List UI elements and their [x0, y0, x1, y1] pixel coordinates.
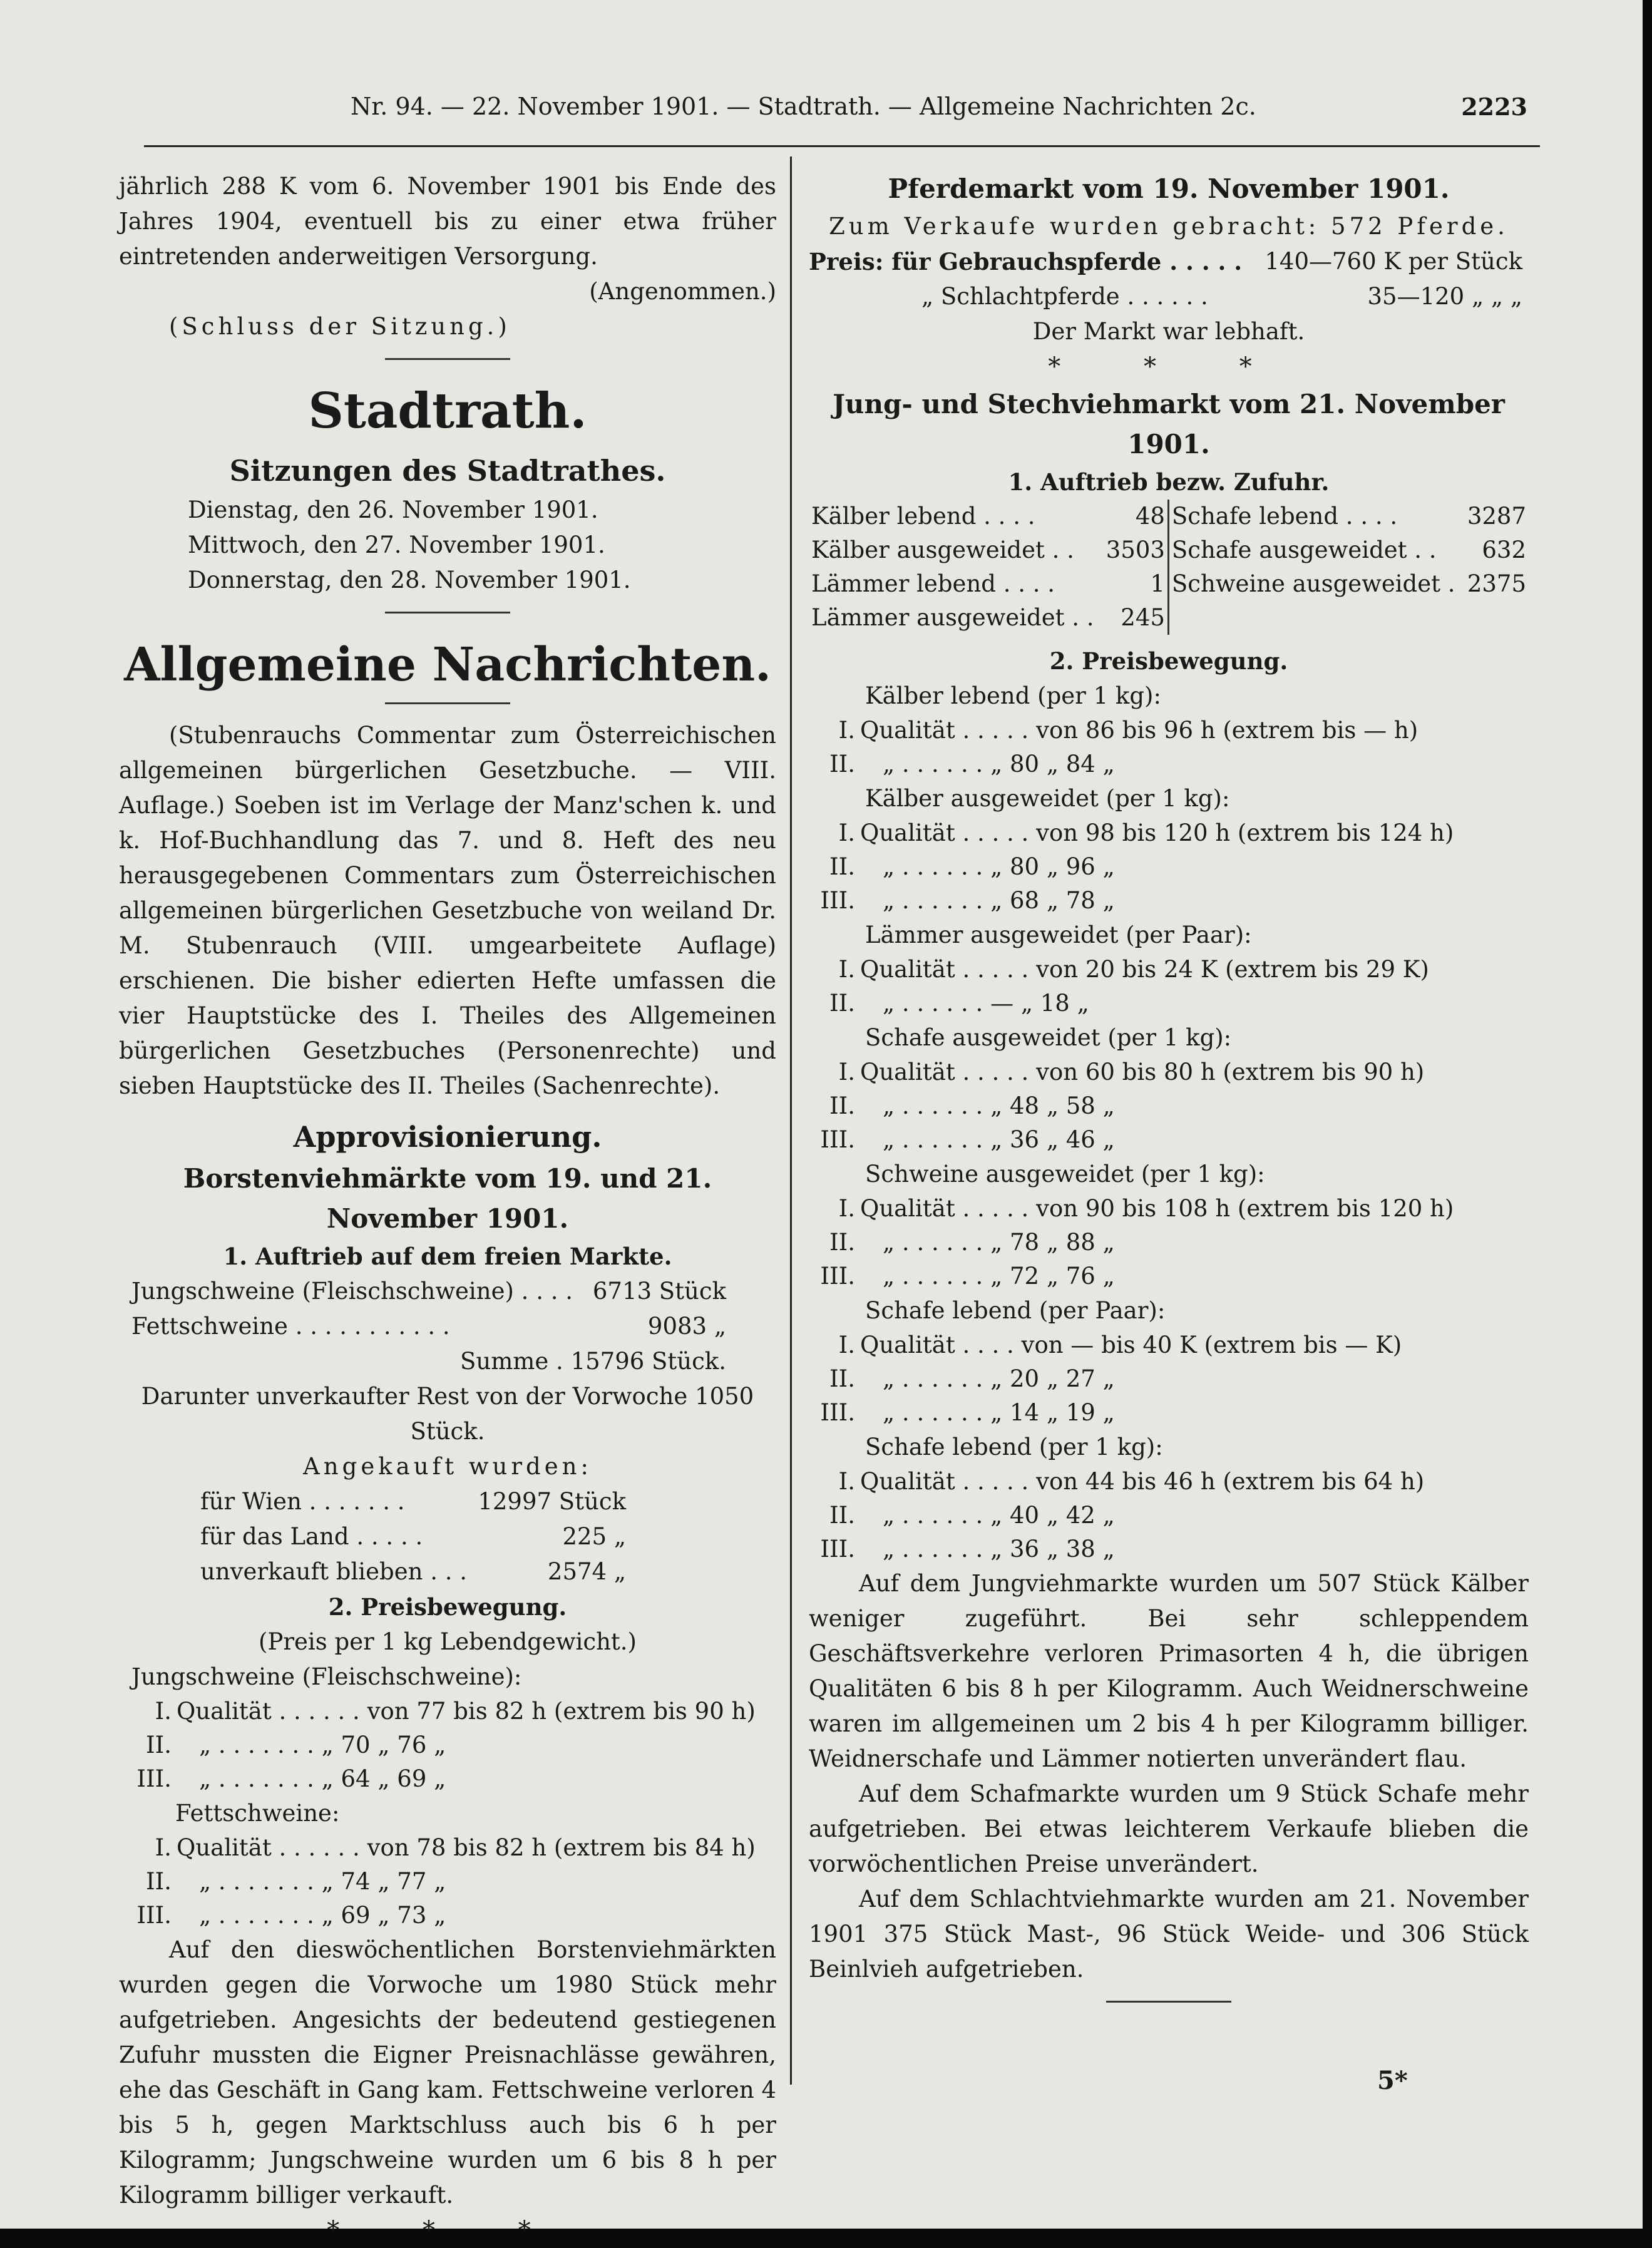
table-row: II. „ . . . . . . „ 48 „ 58 „ [829, 1092, 1115, 1119]
date-line: Mittwoch, den 27. November 1901. [188, 531, 605, 558]
jungschweine-label: Jungschweine (Fleischschweine): [131, 1663, 522, 1690]
divider [385, 612, 510, 613]
angekauft-list [119, 1484, 776, 1589]
stars-divider: * * * [327, 2216, 568, 2245]
table-row: III. „ . . . . . . „ 68 „ 78 „ [820, 887, 1115, 914]
schafmarkt-paragraph: Auf dem Schafmarkte wurden um 9 Stück Schafe mehr aufgetrieben. Bei etwas leichterem Verkaufe blieben die vorwöchentlichen Preise unverändert. [809, 1780, 1529, 1877]
jungschweine-table [119, 1695, 758, 1796]
table-row: II. „ . . . . . . „ 80 „ 96 „ [829, 853, 1115, 880]
table-row: I. Qualität . . . . . . von 78 bis 82 h (extrem bis 84 h) [155, 1834, 756, 1861]
fettschweine-label: Fettschweine: [175, 1800, 340, 1827]
table-row: II. „ . . . . . . „ 80 „ 84 „ [829, 751, 1115, 778]
table-row: III. „ . . . . . . „ 72 „ 76 „ [820, 1263, 1115, 1290]
darunter-line: Darunter unverkaufter Rest von der Vorwoche 1050 Stück. [141, 1383, 754, 1445]
table-row: I. Qualität . . . . . von 60 bis 80 h (extrem bis 90 h) [838, 1059, 1425, 1086]
price-group-table [809, 1055, 1427, 1157]
list-item: für das Land . . . . . 225 „ [200, 1523, 626, 1550]
session-close: (Schluss der Sitzung.) [169, 313, 511, 340]
allgemeine-paragraph: (Stubenrauchs Commentar zum Österreichischen allgemeinen bürgerlichen Gesetzbuche. — VIII. Auflage.) Soeben ist im Verlage der Manz'schen k. und k. Hof-Buchhandlung das 7. und 8. Heft des neu herausgegebenen Commentars zum Österreichischen allgemeinen bürgerlichen Gesetzbuche von weiland Dr. M. Stubenrauch (VIII. umgearbeitete Auflage) erschienen. Die bisher edierten Hefte umfassen die vier Hauptstücke des I. Theiles des Allgemeinen bürgerlichen Gesetzbuches (Personenrechte) und sieben Hauptstücke des II. Theiles (Sachenrechte). [119, 722, 776, 1099]
header-rule [144, 145, 1540, 147]
session-dates [119, 493, 776, 598]
price-group-label: Schafe ausgeweidet (per 1 kg): [865, 1024, 1232, 1051]
approvisionierung-title: Approvisionierung. [293, 1120, 602, 1154]
divider [385, 702, 510, 704]
table-row: Lämmer lebend . . . . 1 Schweine ausgeweidet . 2375 [809, 567, 1529, 601]
borstenvieh-paragraph: Auf den dieswöchentlichen Borstenviehmärkten wurden gegen die Vorwoche um 1980 Stück mehr aufgetrieben. Angesichts der bedeutend gestiegenen Zufuhr mussten die Eigner Preisnachlässe gewähren, ehe das Geschäft in Gang kam. Fettschweine verloren 4 bis 5 h, gegen Marktschluss auch bis 6 h per Kilogramm; Jungschweine wurden um 6 bis 8 h per Kilogramm billiger verkauft. [119, 1936, 776, 2209]
left-column [119, 169, 776, 2248]
sitzungen-title: Sitzungen des Stadtrathes. [229, 454, 666, 488]
table-row: III. „ . . . . . . „ 36 „ 38 „ [820, 1536, 1115, 1563]
price-groups [809, 679, 1529, 1566]
footer-mark: 5* [1377, 2066, 1408, 2095]
price-group-label: Schweine ausgeweidet (per 1 kg): [865, 1161, 1265, 1188]
page-header [351, 93, 1527, 121]
table-row: I. Qualität . . . . von — bis 40 K (extrem bis — K) [838, 1332, 1402, 1358]
divider [1106, 2001, 1231, 2003]
preis-subtitle: (Preis per 1 kg Lebendgewicht.) [259, 1628, 637, 1655]
jung-auftrieb-title: 1. Auftrieb bezw. Zufuhr. [1008, 468, 1330, 496]
table-row: III. „ . . . . . . . „ 69 „ 73 „ [136, 1902, 446, 1929]
schlachtvieh-paragraph: Auf dem Schlachtviehmarkte wurden am 21. November 1901 375 Stück Mast-, 96 Stück Weide- und 306 Stück Beinlvieh aufgetrieben. [809, 1886, 1529, 1983]
divider [385, 358, 510, 360]
table-row: I. Qualität . . . . . von 98 bis 120 h (extrem bis 124 h) [838, 819, 1454, 846]
stadtrath-title: Stadtrath. [308, 382, 587, 439]
table-row: Kälber lebend . . . . 48 Schafe lebend . . . . 3287 [809, 500, 1529, 533]
date-line: Dienstag, den 26. November 1901. [188, 496, 598, 523]
pferde-end: Der Markt war lebhaft. [1032, 318, 1305, 345]
angekauft-title: Angekauft wurden: [303, 1453, 592, 1480]
right-column [809, 169, 1529, 2016]
price-group-table [809, 816, 1456, 918]
pferdemarkt-title: Pferdemarkt vom 19. November 1901. [888, 173, 1450, 204]
table-row: III. „ . . . . . . „ 36 „ 46 „ [820, 1126, 1115, 1153]
table-row: III. „ . . . . . . „ 14 „ 19 „ [820, 1399, 1115, 1426]
table-row: II. „ . . . . . . „ 78 „ 88 „ [829, 1229, 1115, 1256]
price-group-table [809, 714, 1420, 781]
table-row: I. Qualität . . . . . von 90 bis 108 h (extrem bis 120 h) [838, 1195, 1454, 1222]
table-row: II. „ . . . . . . „ 40 „ 42 „ [829, 1502, 1115, 1529]
table-row: I. Qualität . . . . . von 86 bis 96 h (extrem bis — h) [838, 717, 1419, 744]
price-group-label: Lämmer ausgeweidet (per Paar): [865, 921, 1252, 948]
list-item: Jungschweine (Fleischschweine) . . . . 6713 Stück [131, 1278, 726, 1305]
pferde-prices [809, 244, 1529, 314]
auftrieb-title: 1. Auftrieb auf dem freien Markte. [223, 1243, 672, 1270]
preisbewegung-title: 2. Preisbewegung. [1049, 647, 1288, 675]
list-item: unverkauft blieben . . . 2574 „ [200, 1558, 626, 1585]
table-row: II. „ . . . . . . „ 20 „ 27 „ [829, 1365, 1115, 1392]
price-group-label: Kälber ausgeweidet (per 1 kg): [865, 785, 1230, 812]
summe: Summe . 15796 Stück. [460, 1348, 726, 1375]
price-group-label: Schafe lebend (per Paar): [865, 1297, 1166, 1324]
table-row: I. Qualität . . . . . . von 77 bis 82 h (extrem bis 90 h) [155, 1698, 756, 1725]
auftrieb-list [119, 1274, 776, 1344]
list-item: Fettschweine . . . . . . . . . . . 9083 „ [131, 1313, 726, 1340]
price-group-table [809, 1465, 1427, 1566]
table-row: I. Qualität . . . . . von 44 bis 46 h (extrem bis 64 h) [838, 1468, 1425, 1495]
intro-paragraph: jährlich 288 K vom 6. November 1901 bis Ende des Jahres 1904, eventuell bis zu einer etwa früher eintretenden anderweitigen Versorgung. [119, 173, 776, 270]
table-row: II. „ . . . . . . . „ 70 „ 76 „ [146, 1732, 446, 1758]
header-text: Nr. 94. — 22. November 1901. — Stadtrath. — Allgemeine Nachrichten 2c. [351, 93, 1256, 120]
fettschweine-table [119, 1831, 758, 1932]
price-group-label: Schafe lebend (per 1 kg): [865, 1434, 1163, 1460]
table-row: II. „ . . . . . . . „ 74 „ 77 „ [146, 1868, 446, 1895]
price-group-table [809, 1328, 1404, 1430]
jungvieh-title: Jung- und Stechviehmarkt vom 21. November 1901. [833, 389, 1505, 459]
price-group-label: Kälber lebend (per 1 kg): [865, 682, 1161, 709]
allgemeine-title: Allgemeine Nachrichten. [124, 638, 771, 692]
column-divider [790, 157, 792, 2085]
table-row: Lämmer ausgeweidet . . 245 [809, 601, 1529, 635]
table-row: II. „ . . . . . . — „ 18 „ [829, 990, 1089, 1017]
table-row: III. „ . . . . . . . „ 64 „ 69 „ [136, 1765, 446, 1792]
page-number: 2223 [1461, 93, 1527, 121]
list-item: für Wien . . . . . . . 12997 Stück [200, 1488, 626, 1515]
table-row: I. Qualität . . . . . von 20 bis 24 K (extrem bis 29 K) [838, 956, 1429, 983]
borstenvieh-title: Borstenviehmärkte vom 19. und 21. November 1901. [183, 1163, 712, 1234]
price-group-table [809, 1192, 1456, 1293]
auftrieb-grid [809, 500, 1529, 635]
price-group-table [809, 953, 1432, 1020]
list-item: „ Schlachtpferde . . . . . . 35—120 „ „ „ [921, 283, 1522, 310]
date-line: Donnerstag, den 28. November 1901. [188, 567, 631, 593]
preisbewegung-title: 2. Preisbewegung. [328, 1593, 567, 1621]
pferde-line: Zum Verkaufe wurden gebracht: 572 Pferde. [829, 213, 1509, 240]
jungvieh-paragraph: Auf dem Jungviehmarkte wurden um 507 Stück Kälber weniger zugeführt. Bei sehr schleppendem Geschäftsverkehre verloren Primasorten 4 h, die übrigen Qualitäten 6 bis 8 h per Kilogramm. Auch Weidnerschweine waren im allgemeinen um 2 bis 4 h per Kilogramm billiger. Weidnerschafe und Lämmer notierten unverändert flau. [809, 1570, 1529, 1772]
table-row: Kälber ausgeweidet . . 3503 Schafe ausgeweidet . . 632 [809, 533, 1529, 567]
stars-divider: * * * [1048, 352, 1290, 381]
intro-end: (Angenommen.) [589, 278, 776, 305]
list-item: Preis: für Gebrauchspferde . . . . . 140—760 K per Stück [809, 248, 1522, 275]
